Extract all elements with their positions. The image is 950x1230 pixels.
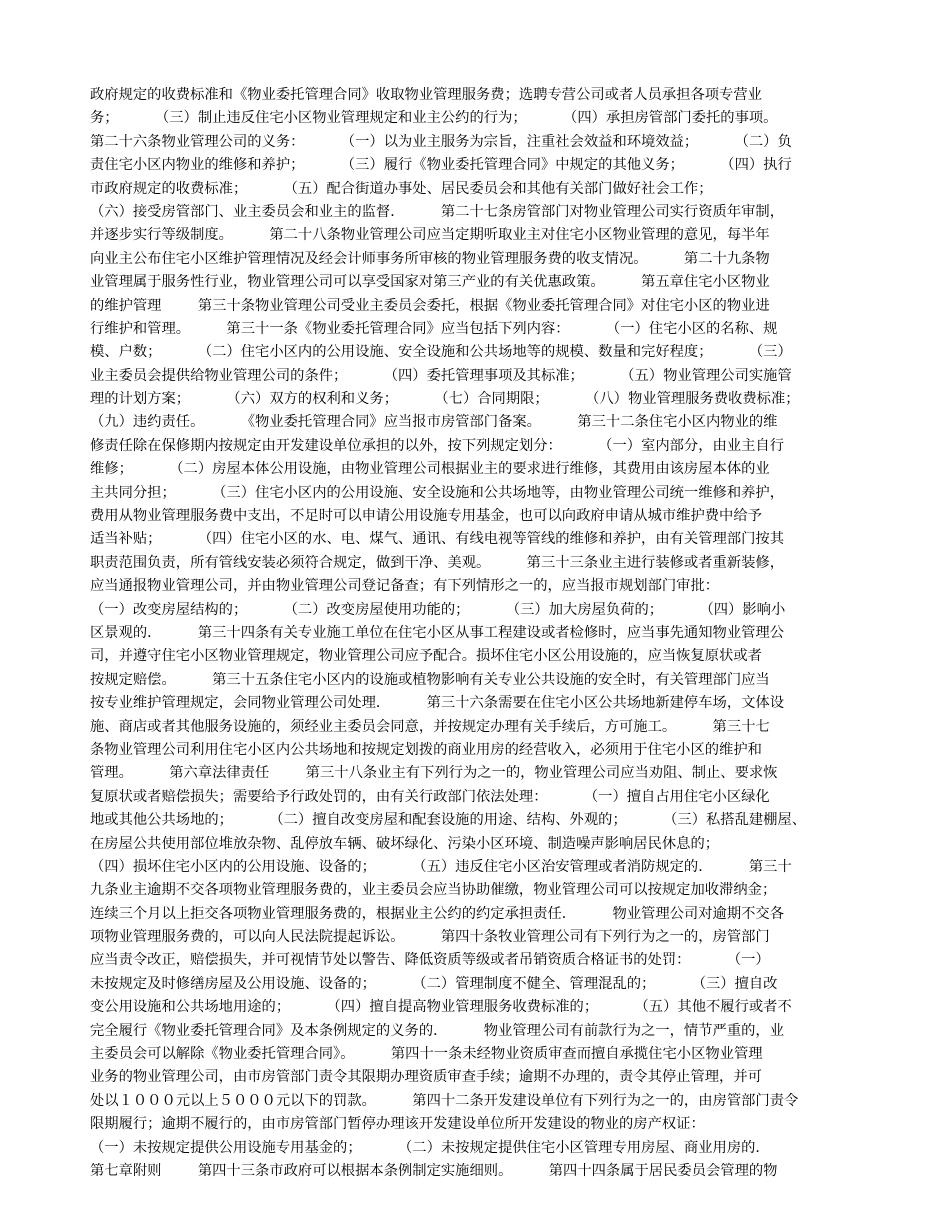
text-line: 限期履行；逾期不履行的，由市房管部门暂停办理该开发建设单位所开发建设的物业的房产权证： <box>90 1116 705 1133</box>
text-line: 第七章附则 第四十三条市政府可以根据本条例制定实施细则。 第四十四条属于居民委员会管理的物 <box>90 1162 778 1179</box>
text-line: （九）违约责任。 《物业委托管理合同》应当报市房管部门备案。 第三十二条住宅小区内物业的维 <box>90 414 778 431</box>
text-line: 条物业管理公司利用住宅小区内公共场地和按规定划拨的商业用房的经营收入，必须用于住宅小区的维护和 <box>90 741 762 758</box>
text-line: 处以１０００元以上５０００元以下的罚款。 第四十二条开发建设单位有下列行为之一的，由房管部门责令 <box>90 1092 799 1109</box>
text-line: 应当责令改正，赔偿损失，并可视情节处以警告、降低资质等级或者吊销资质合格证书的处罚： （一） <box>90 952 770 969</box>
text-line: 业管理属于服务性行业，物业管理公司可以享受国家对第三产业的有关优惠政策。 第五章住宅小区物业 <box>90 274 770 291</box>
text-line: 的维护管理 第三十条物业管理公司受业主委员会委托，根据《物业委托管理合同》对住宅小区的物业进 <box>90 297 770 314</box>
text-line: 在房屋公共使用部位堆放杂物、乱停放车辆、破坏绿化、污染小区环境、制造噪声影响居民休息的； <box>90 835 720 852</box>
text-line: 按规定赔偿。 第三十五条住宅小区内的设施或植物影响有关专业公共设施的安全时，有关管理部门应当 <box>90 671 770 688</box>
text-line: 理的计划方案； （六）双方的权利和义务； （七）合同期限； （八）物业管理服务费收费标准； <box>90 391 800 408</box>
text-line: 应当通报物业管理公司，并由物业管理公司登记备查；有下列情形之一的，应当报市规划部门审批： <box>90 578 720 595</box>
text-line: 适当补贴； （四）住宅小区的水、电、煤气、通讯、有线电视等管线的维修和养护，由有关管理部门按其 <box>90 531 785 548</box>
text-line: 连续三个月以上拒交各项物业管理服务费的，根据业主公约的约定承担责任． 物业管理公司对逾期不交各 <box>90 905 785 922</box>
text-line: 复原状或者赔偿损失；需要给予行政处罚的，由有关行政部门依法处理： （一）擅自占用住宅小区绿化 <box>90 788 770 805</box>
text-line: 并逐步实行等级制度。 第二十八条物业管理公司应当定期听取业主对住宅小区物业管理的意见，每半年 <box>90 227 770 244</box>
text-line: 政府规定的收费标准和《物业委托管理合同》收取物业管理服务费；选聘专营公司或者人员承担各项专营业 <box>90 87 762 103</box>
text-line: （四）损坏住宅小区内的公用设施、设备的； （五）违反住宅小区治安管理或者消防规定的． 第三十 <box>90 858 792 875</box>
text-line: 模、户数； （二）住宅小区内的公用设施、安全设施和公共场地等的规模、数量和完好程度； （三） <box>90 344 792 361</box>
text-line: 施、商店或者其他服务设施的，须经业主委员会同意，并按规定办理有关手续后，方可施工。 第三十七 <box>90 718 770 735</box>
text-line: 第二十六条物业管理公司的义务： （一）以为业主服务为宗旨，注重社会效益和环境效益； （二）负 <box>90 133 792 150</box>
text-line: 职责范围负责，所有管线安装必须符合规定，做到干净、美观。 第三十三条业主进行装修或者重新装修， <box>90 554 785 571</box>
text-line: 区景观的． 第三十四条有关专业施工单位在住宅小区从事工程建设或者检修时，应当事先通知物业管理公 <box>90 624 785 641</box>
text-line: （六）接受房管部门、业主委员会和业主的监督． 第二十七条房管部门对物业管理公司实行资质年审制， <box>90 203 785 220</box>
text-line: 完全履行《物业委托管理合同》及本条例规定的义务的． 物业管理公司有前款行为之一，情节严重的，业 <box>90 1022 785 1039</box>
text-line: 维修； （二）房屋本体公用设施，由物业管理公司根据业主的要求进行维修，其费用由该房屋本体的业 <box>90 461 770 478</box>
text-line: 管理。 第六章法律责任 第三十八条业主有下列行为之一的，物业管理公司应当劝阻、制止、要求恢 <box>90 765 778 782</box>
text-line: 市政府规定的收费标准； （五）配合街道办事处、居民委员会和其他有关部门做好社会工作； <box>90 180 713 197</box>
text-line: 变公用设施和公共场地用途的； （四）擅自提高物业管理服务收费标准的； （五）其他不履行或者不 <box>90 999 792 1016</box>
text-line: 务； （三）制止违反住宅小区物业管理规定和业主公约的行为； （四）承担房管部门委托的事项。 <box>90 110 778 127</box>
text-line: 地或其他公共场地的； （二）擅自改变房屋和配套设施的用途、结构、外观的； （三）私搭乱建棚屋、 <box>90 812 807 829</box>
text-line: （一）改变房屋结构的； （二）改变房屋使用功能的； （三）加大房屋负荷的； （四）影响小 <box>90 601 786 618</box>
text-line: 费用从物业管理服务费中支出，不足时可以申请公用设施专用基金，也可以向政府申请从城市维护费中给予 <box>90 508 762 525</box>
text-line: 业务的物业管理公司，由市房管部门责令其限期办理资质审查手续；逾期不办理的，责令其停止管理，并可 <box>90 1069 762 1086</box>
text-line: 司，并遵守住宅小区物业管理规定，物业管理公司应予配合。损坏住宅小区公用设施的，应当恢复原状或者 <box>90 648 762 665</box>
text-line: 修责任除在保修期内按规定由开发建设单位承担的以外，按下列规定划分： （一）室内部分，由业主自行 <box>90 437 785 454</box>
text-line: 向业主公布住宅小区维护管理情况及经会计师事务所审核的物业管理服务费的收支情况。 第二十九条物 <box>90 250 770 267</box>
text-line: 未按规定及时修缮房屋及公用设施、设备的； （二）管理制度不健全、管理混乱的； （三）擅自改 <box>90 975 778 992</box>
text-line: 主共同分担； （三）住宅小区内的公用设施、安全设施和公共场地等，由物业管理公司统一维修和养护， <box>90 484 785 501</box>
text-line: （一）未按规定提供公用设施专用基金的； （二）未按规定提供住宅小区管理专用房屋、商业用房的． <box>90 1139 770 1156</box>
text-line: 行维护和管理。 第三十一条《物业委托管理合同》应当包括下列内容： （一）住宅小区的名称、规 <box>90 320 778 337</box>
text-line: 按专业维护管理规定，会同物业管理公司处理． 第三十六条需要在住宅小区公共场地新建停车场，文体设 <box>90 695 785 712</box>
text-line: 主委员会可以解除《物业委托管理合同》。 第四十一条未经物业资质审查而擅自承揽住宅小区物业管理 <box>90 1046 763 1063</box>
text-line: 九条业主逾期不交各项物业管理服务费的，业主委员会应当协助催缴，物业管理公司可以按规定加收滞纳金； <box>90 882 777 899</box>
text-line: 项物业管理服务费的，可以向人民法院提起诉讼。 第四十条牧业管理公司有下列行为之一的，房管部门 <box>90 929 770 946</box>
document-body <box>90 84 890 1183</box>
text-line: 业主委员会提供给物业管理公司的条件； （四）委托管理事项及其标准； （五）物业管理公司实施管 <box>90 367 792 384</box>
text-line: 责住宅小区内物业的维修和养护； （三）履行《物业委托管理合同》中规定的其他义务； （四）执行 <box>90 157 792 174</box>
